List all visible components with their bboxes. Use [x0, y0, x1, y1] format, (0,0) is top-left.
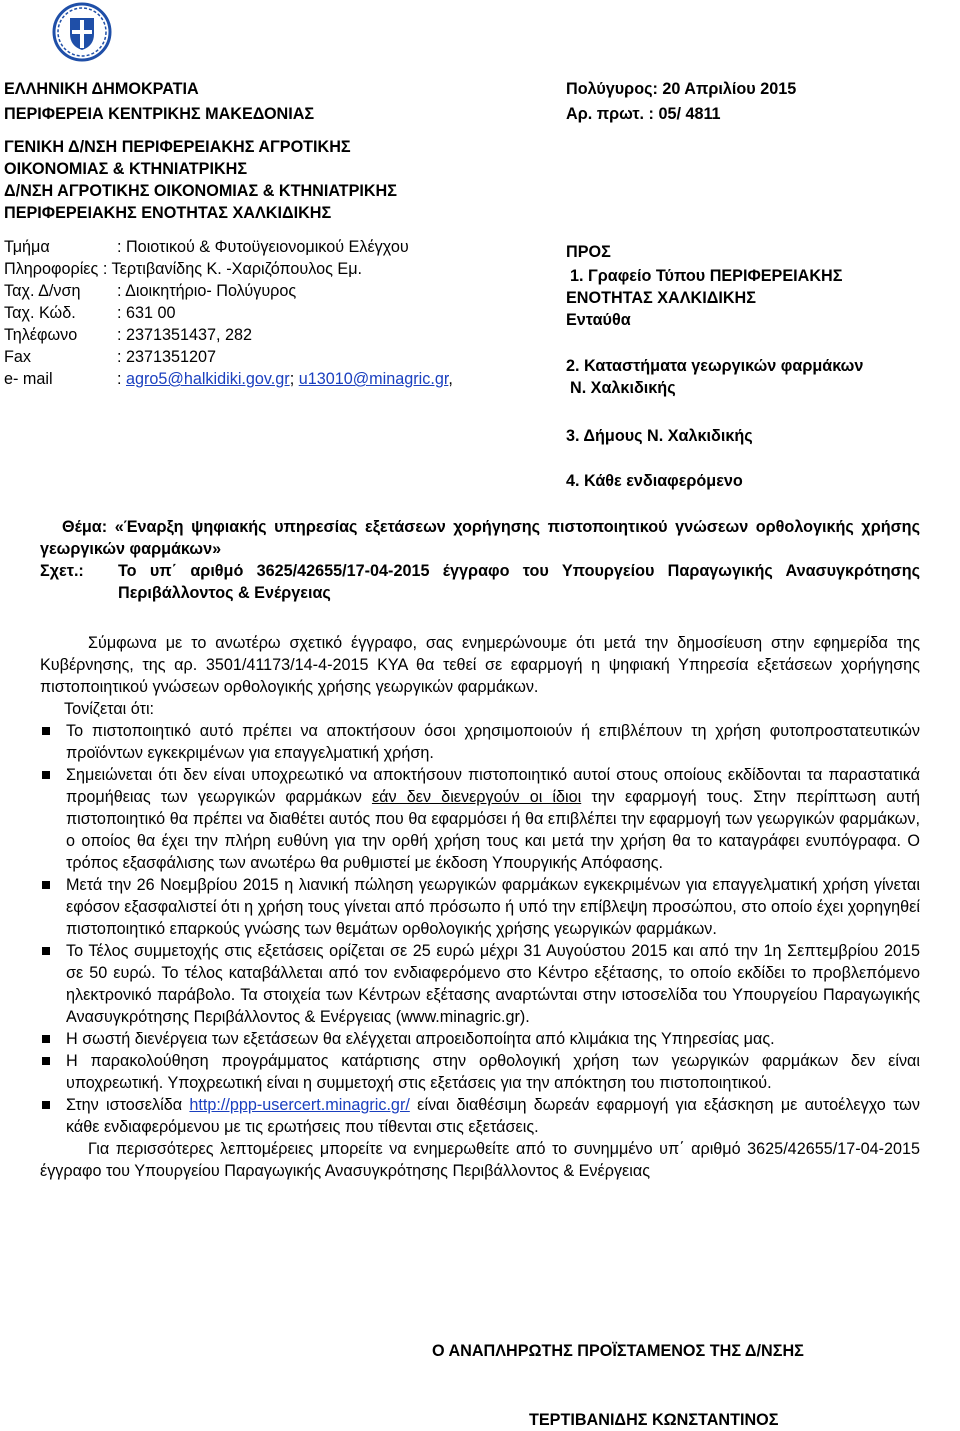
bullet-icon	[42, 881, 50, 889]
reference-text: Το υπ΄ αριθμό 3625/42655/17-04-2015 έγγραφο του Υπουργείου Παραγωγικής Ανασυγκρότησης Περιβάλλοντος & Ενέργειας	[118, 562, 920, 602]
subject-reference	[40, 560, 920, 602]
contact-value: : Ποιοτικού & Φυτοϋγειονομικού Ελέγχου	[117, 238, 409, 256]
bullet-icon	[42, 1101, 50, 1109]
contact-value: : agro5@halkidiki.gov.gr; u13010@minagric.gr,	[117, 370, 453, 388]
header-line: ΓΕΝΙΚΗ Δ/ΝΣΗ ΠΕΡΙΦΕΡΕΙΑΚΗΣ ΑΓΡΟΤΙΚΗΣ	[4, 138, 351, 156]
protocol-number: Αρ. πρωτ. : 05/ 4811	[566, 105, 721, 123]
emphasis-line: Τονίζεται ότι:	[64, 700, 155, 718]
signature-name: ΤΕΡΤΙΒΑΝΙΔΗΣ ΚΩΝΣΤΑΝΤΙΝΟΣ	[529, 1411, 779, 1429]
bullet-icon	[42, 1057, 50, 1065]
contact-label: e- mail	[4, 370, 53, 388]
list-item: Μετά την 26 Νοεμβρίου 2015 η λιανική πώληση γεωργικών φαρμάκων εγκεκριμένων για επαγγελματική χρήση γίνεται εφόσον εξασφαλιστεί ότι η χρήση τους γίνεται από πρόσωπο ή υπό την επίβλεψη προσώπου, στο οποίο έχει χορηγηθεί πιστοποιητικό επαρκούς γνώσης των θεμάτων ορθολογικής χρήσης γεωργικών φαρμάκων.	[40, 874, 920, 940]
intro-paragraph: Σύμφωνα με το ανωτέρω σχετικό έγγραφο, σας ενημερώνουμε ότι μετά την δημοσίευση στην εφημερίδα της Κυβέρνησης, της αρ. 3501/41173/14-4-2015 ΚΥΑ θα τεθεί σε εφαρμογή η ψηφιακή Υπηρεσία εξετάσεων χορήγησης πιστοποιητικού γνώσεων ορθολογικής χρήσης γεωργικών φαρμάκων.	[40, 634, 920, 696]
contact-block	[4, 238, 544, 392]
recipient-item: 4. Κάθε ενδιαφερόμενο	[566, 472, 743, 490]
recipient-item: 2. Καταστήματα γεωργικών φαρμάκων	[566, 357, 864, 375]
closing-paragraph: Για περισσότερες λεπτομέρειες μπορείτε να ενημερωθείτε από το συνημμένο υπ΄ αριθμό 3625/42655/17-04-2015 έγγραφο του Υπουργείου Παραγωγικής Ανασυγκρότησης Περιβάλλοντος & Ενέργειας	[40, 1140, 920, 1180]
bullet-icon	[42, 727, 50, 735]
recipient-item: Ν. Χαλκιδικής	[570, 379, 676, 397]
list-item: Το πιστοποιητικό αυτό πρέπει να αποκτήσουν όσοι χρησιμοποιούν ή επιβλέπουν τη χρήση φυτοπροστατευτικών προϊόντων εγκεκριμένων για επαγγελματική χρήση.	[40, 720, 920, 764]
recipient-item: 1. Γραφείο Τύπου ΠΕΡΙΦΕΡΕΙΑΚΗΣ	[570, 267, 843, 285]
email-link[interactable]: agro5@halkidiki.gov.gr	[126, 370, 290, 388]
ppp-usercert-link[interactable]: http://ppp-usercert.minagric.gr/	[189, 1096, 410, 1114]
contact-value: : 2371351207	[117, 348, 217, 366]
email-link[interactable]: u13010@minagric.gr	[298, 370, 449, 388]
recipient-item: Ενταύθα	[566, 311, 631, 329]
greek-emblem-icon	[52, 2, 112, 62]
subject	[40, 516, 920, 602]
contact-label: Ταχ. Δ/νση	[4, 282, 81, 300]
document-date: Πολύγυρος: 20 Απριλίου 2015	[566, 80, 797, 98]
header-line: ΠΕΡΙΦΕΡΕΙΑ ΚΕΝΤΡΙΚΗΣ ΜΑΚΕΔΟΝΙΑΣ	[4, 105, 315, 123]
contact-label: Τηλέφωνο	[4, 326, 78, 344]
contact-label: Πληροφορίες : Τερτιβανίδης Κ. -Χαριζόπουλος Εμ.	[4, 260, 363, 278]
header-line: ΠΕΡΙΦΕΡΕΙΑΚΗΣ ΕΝΟΤΗΤΑΣ ΧΑΛΚΙΔΙΚΗΣ	[4, 204, 332, 222]
contact-value: : 2371351437, 282	[117, 326, 253, 344]
list-item: Το Τέλος συμμετοχής στις εξετάσεις ορίζεται σε 25 ευρώ μέχρι 31 Αυγούστου 2015 και από την 1η Σεπτεμβρίου 2015 σε 50 ευρώ. Το τέλος καταβάλλεται από τον ενδιαφερόμενο στο Κέντρο εξέτασης, το οποίο εκδίδει το προβλεπόμενο ηλεκτρονικό παράβολο. Τα στοιχεία των Κέντρων εξέτασης αναρτώνται στην ιστοσελίδα του Υπουργείου Παραγωγικής Ανασυγκρότησης Περιβάλλοντος & Ενέργειας (www.minagric.gr).	[40, 940, 920, 1028]
signature-role: Ο ΑΝΑΠΛΗΡΩΤΗΣ ΠΡΟΪΣΤΑΜΕΝΟΣ ΤΗΣ Δ/ΝΣΗΣ	[432, 1342, 804, 1360]
subject-text: Θέμα: «Έναρξη ψηφιακής υπηρεσίας εξετάσεων χορήγησης πιστοποιητικού γνώσεων ορθολογικής χρήσης γεωργικών φαρμάκων»	[40, 518, 920, 558]
list-item: Σημειώνεται ότι δεν είναι υποχρεωτικό να αποκτήσουν πιστοποιητικό αυτοί στους οποίους εκδίδονται τα παραστατικά προμήθειας των γεωργικών φαρμάκων εάν δεν διενεργούν οι ίδιοι την εφαρμογή τους. Στην περίπτωση αυτή πιστοποιητικό θα πρέπει να διαθέτει αυτός που θα εφαρμόσει ή θα επιβλέπει την εφαρμογή των γεωργικών φαρμάκων, ο οποίος θα έχει την πλήρη ευθύνη για την ορθή χρήση τους και μετά την χρήση θα το καταγράφει ενυπόγραφα. Ο τρόπος εξασφάλισης των ανωτέρω θα ρυθμιστεί με έκδοση Υπουργικής Απόφασης.	[40, 764, 920, 874]
contact-label: Τμήμα	[4, 238, 50, 256]
recipient-item: ΕΝΟΤΗΤΑΣ ΧΑΛΚΙΔΙΚΗΣ	[566, 289, 756, 307]
contact-label: Fax	[4, 348, 31, 366]
bullet-icon	[42, 1035, 50, 1043]
header-line: Δ/ΝΣΗ ΑΓΡΟΤΙΚΗΣ ΟΙΚΟΝΟΜΙΑΣ & ΚΤΗΝΙΑΤΡΙΚΗΣ	[4, 182, 397, 200]
bullet-icon	[42, 947, 50, 955]
contact-value: : Διοικητήριο- Πολύγυρος	[117, 282, 297, 300]
recipients-heading: ΠΡΟΣ	[566, 243, 611, 261]
list-item: Στην ιστοσελίδα http://ppp-usercert.minagric.gr/ είναι διαθέσιμη δωρεάν εφαρμογή για εξάσκηση με αυτοέλεγχο των κάθε ενδιαφερόμενου με τις ερωτήσεις που τίθενται στις εξετάσεις.	[40, 1094, 920, 1138]
list-item: Η σωστή διενέργεια των εξετάσεων θα ελέγχεται απροειδοποίητα από κλιμάκια της Υπηρεσίας μας.	[40, 1028, 920, 1050]
header-line: ΕΛΛΗΝΙΚΗ ΔΗΜΟΚΡΑΤΙΑ	[4, 80, 199, 98]
header-line: ΟΙΚΟΝΟΜΙΑΣ & ΚΤΗΝΙΑΤΡΙΚΗΣ	[4, 160, 248, 178]
list-item: Η παρακολούθηση προγράμματος κατάρτισης στην ορθολογική χρήση των γεωργικών φαρμάκων δεν είναι υποχρεωτική. Υποχρεωτική είναι η συμμετοχή στις εξετάσεις για την απόκτηση του πιστοποιητικού.	[40, 1050, 920, 1094]
reference-label: Σχετ.:	[40, 562, 84, 580]
contact-label: Ταχ. Κώδ.	[4, 304, 76, 322]
letter-body	[40, 632, 920, 1182]
bullet-icon	[42, 771, 50, 779]
contact-value: : 631 00	[117, 304, 176, 322]
recipient-item: 3. Δήμους Ν. Χαλκιδικής	[566, 427, 753, 445]
